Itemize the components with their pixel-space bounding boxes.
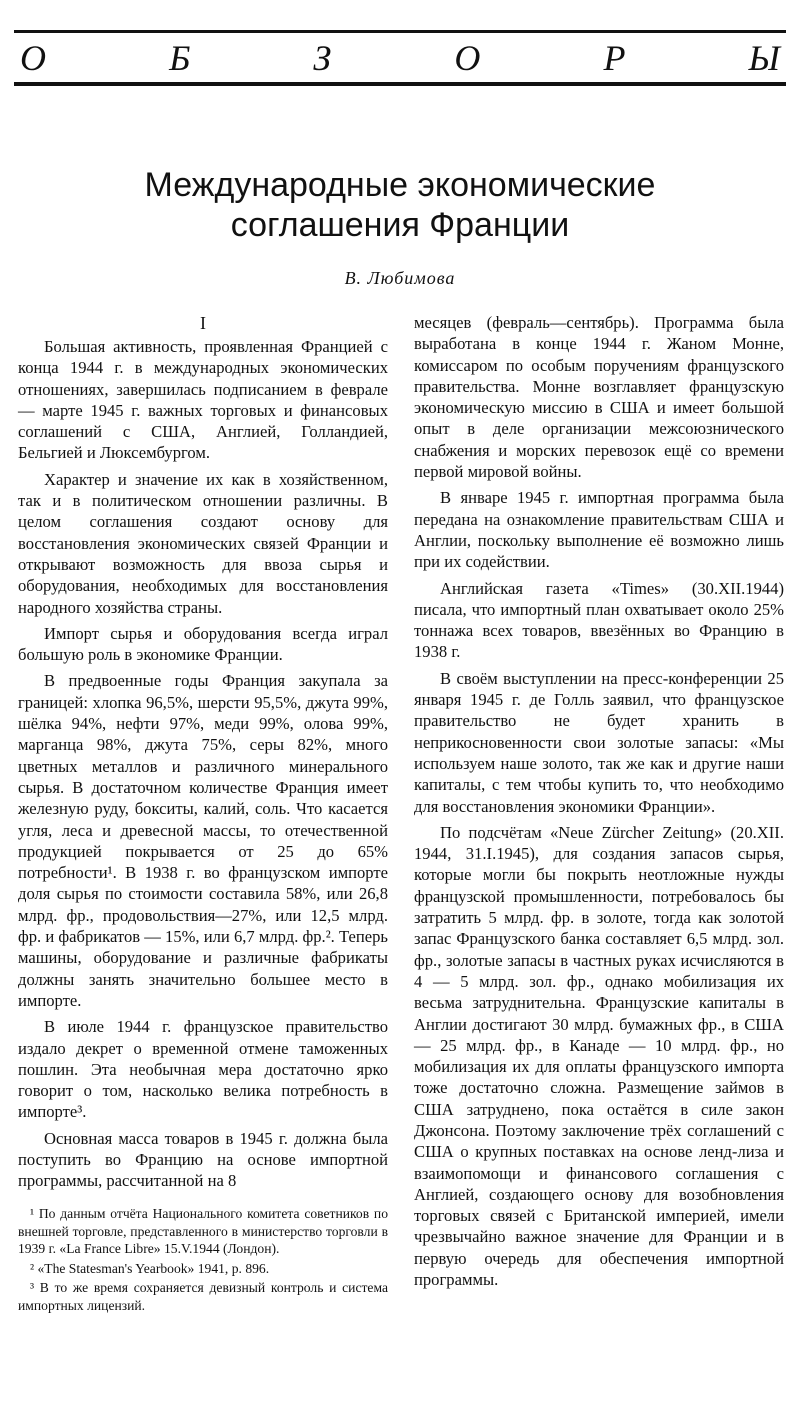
- masthead-letter: О: [20, 38, 46, 78]
- paragraph: Импорт сырья и оборудования всегда играл большую роль в экономике Франции.: [18, 623, 388, 665]
- article-title: [0, 165, 800, 245]
- right-column: [414, 312, 784, 1295]
- article-author: В. Любимова: [344, 268, 456, 288]
- paragraph: Характер и значение их как в хозяйственном, так и в политическом отношении различны. В целом соглашения создают основу для восстановления экономических связей Франции и открывают возможность для ввоза сырья и оборудования, необходимых для восстановления народного хозяйства страны.: [18, 469, 388, 617]
- masthead-letter: Ы: [748, 38, 780, 78]
- section-masthead: [14, 30, 786, 86]
- paragraph: Большая активность, проявленная Францией с конца 1944 г. в международных экономических отношениях, завершилась подписанием в феврале — марте 1945 г. важных торговых и финансовых соглашений с США, Англией, Голландией, Бельгией и Люксембургом.: [18, 337, 388, 463]
- masthead-letter: О: [454, 38, 481, 78]
- article-title-line-1: Международные экономические: [144, 166, 656, 204]
- section-number: I: [200, 313, 206, 333]
- masthead-top-rule: [14, 30, 786, 33]
- paragraph: В предвоенные годы Франция закупала за границей: хлопка 96,5%, шерсти 95,5%, джута 99%, шёлка 94%, нефти 97%, меди 99%, олова 99%, марганца 98%, джута 75%, серы 82%, много цветных металлов и различного минерального сырья. В достаточном количестве Франция имеет железную руду, бокситы, калий, соль. Что касается угля, леса и древесной массы, то отечественной продукцией покрывается от 25 до 65% потребности¹. В 1938 г. во французском импорте доля сырья по стоимости составила 58%, или 26,8 млрд. фр., продовольствия—27%, или 12,5 млрд. фр. и фабрикатов — 15%, или 6,7 млрд. фр.². Теперь машины, оборудование и различные фабрикаты должны занять значительно большее место в импорте.: [18, 671, 388, 1010]
- masthead-letter: Б: [169, 38, 191, 78]
- paragraph-continued: месяцев (февраль—сентябрь). Программа была выработана в конце 1944 г. Жаном Монне, комиссаром по особым поручениям французского правительства. Монне возглавляет французскую экономическую миссию в США и имеет большой опыт в деле организации межсоюзнического снабжения и морских перевозок ещё со времени первой мировой войны.: [414, 313, 784, 482]
- article-title-line-2: соглашения Франции: [230, 206, 570, 244]
- paragraph: В своём выступлении на пресс-конференции 25 января 1945 г. де Голль заявил, что французское правительство не будет хранить в неприкосновенности свои золотые запасы: «Мы используем наше золото, так же как и другие наши капиталы, с тем чтобы купить то, что необходимо для восстановления экономики Франции».: [414, 668, 784, 816]
- paragraph: Основная масса товаров в 1945 г. должна была поступить во Францию на основе импортной программы, рассчитанной на 8: [18, 1128, 388, 1191]
- paragraph: В июле 1944 г. французское правительство издало декрет о временной отмене таможенных пошлин. Эта необычная мера достаточно ярко говорит о том, насколько велика потребность в импорте³.: [18, 1017, 388, 1122]
- masthead-letter: З: [313, 38, 332, 78]
- footnote: ² «The Statesman's Yearbook» 1941, p. 896.: [30, 1260, 270, 1276]
- section-heading-obzory: [14, 38, 786, 78]
- footnote: ¹ По данным отчёта Национального комитета советников по внешней торговле, представленного в министерство торговли в 1939 г. «La France Libre» 15.V.1944 (Лондон).: [18, 1206, 388, 1257]
- masthead-letter: Р: [603, 38, 626, 78]
- footnote: ³ В то же время сохраняется девизный контроль и система импортных лицензий.: [18, 1280, 388, 1313]
- masthead-bottom-rule: [14, 82, 786, 86]
- footnotes: [18, 1205, 388, 1317]
- left-column: [18, 312, 388, 1197]
- paragraph: По подсчётам «Neue Zürcher Zeitung» (20.XII. 1944, 31.I.1945), для создания запасов сырья, которые могли бы покрыть неотложные нужды французской промышленности, потребовалось бы затратить 5 млрд. фр. в золоте, тогда как золотой запас Французского банка составляет 6,5 млрд. зол. фр., золотые запасы в частных руках исчисляются в 4 — 5 млрд. зол. фр., однако мобилизация их весьма затруднительна. Французские капиталы в Англии достигают 30 млрд. бумажных фр., в США — 25 млрд. фр., в Канаде — 10 млрд. фр., но мобилизация их для оплаты французского импорта тоже достаточно сложна. Размещение займов в США затруднено, пока остаётся в силе закон Джонсона. Поэтому заключение трёх соглашений с США о крупных поставках на основе ленд-лиза и взаимопомощи и финансового соглашения с Англией, создающего основу для возобновления торговых связей с Британской империей, имели чрезвычайно важное значение для Франции и в первую очередь для обеспечения импортной программы.: [414, 822, 784, 1290]
- paragraph: Английская газета «Times» (30.XII.1944) писала, что импортный план охватывает около 25% тоннажа всех товаров, ввезённых во Францию в 1938 г.: [414, 578, 784, 662]
- paragraph: В январе 1945 г. импортная программа была передана на ознакомление правительствам США и Англии, поскольку выполнение её возможно лишь при их содействии.: [414, 488, 784, 572]
